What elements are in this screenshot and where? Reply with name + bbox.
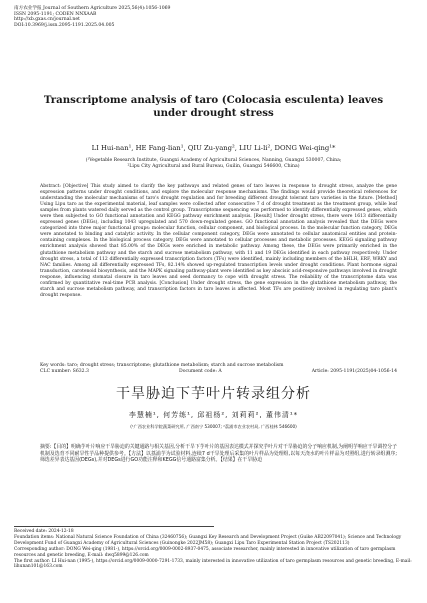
article-title-en: Transcriptome analysis of taro (Colocasia esculenta) leaves under drought stress [43, 94, 384, 119]
corresponding-author: Corresponding author: DONG Wei-qing (1981-), https://orcid.org/0009-0002-8937-0475, associate researcher, mainly interested in innovative utilization of taro germplasm resources and genetic breeding, E-mail: dwq5899@126.com [14, 546, 396, 558]
journal-name-cn: 南方农业学报 [14, 6, 42, 11]
clc-number: CLC number: S632.3 [40, 369, 89, 374]
journal-header [14, 6, 414, 28]
article-title-cn: 干旱胁迫下芋叶片转录组分析 [116, 386, 311, 402]
footnote-divider [14, 526, 214, 527]
abstract-cn: 摘要:【目的】明确芋叶片响应干旱胁迫的关键通路与相关基因,分析干旱下芋叶片的基因表达模式并探究芋叶片对干旱胁迫的分子响应机制,为阐明芋响应干旱调控分子机制及选育不同耐旱性芋品种提供参考。【方法】以荔浦芋为试验材料,连续7 d干旱处理后采集的叶片样品为处理组,以每天浇水的叶片样品为对照组,进行转录组测序;筛选差异表达基因(DEGs),并对DEGs进行GO功能注释和KEGG信号通路富集分析。【结果】在干旱胁迫 [40, 444, 397, 464]
affiliation-cn: (¹广西农业科学院蔬菜研究所, 广西南宁 530007; ²荔浦市农业农村局, 广西桂林 546600) [130, 424, 297, 429]
keywords-en: Key words: taro; drought stress; transcriptome; glutathione metabolism; starch and sucrose metabolism [40, 363, 284, 368]
footnotes [14, 529, 413, 570]
issn-line: ISSN 2095-1191; CODEN NNXAAB [14, 11, 97, 17]
authors-en: LI Hui-nan¹, HE Fang-lian¹, QIU Zu-yang², LIU Li-li², DONG Wei-qing¹* [91, 144, 336, 152]
affiliations-en [30, 158, 397, 170]
document-code: Document code: A [179, 369, 222, 374]
doi-line: DOI:10.3969/j.issn.2095-1191.2025.04.005 [14, 22, 115, 28]
journal-citation [14, 6, 170, 12]
journal-url[interactable]: http://xb.gxas.cn/journal.net [14, 17, 80, 23]
journal-issue: 2025,56(4):1056-1069 [118, 6, 171, 11]
affiliation-2: ²Lipu City Agricultural and Rural Bureau, Guilin, Guangxi 546600, China) [127, 164, 300, 170]
first-author: The first author: LI Hui-nan (1995-), https://orcid.org/0009-0000-7291-1733, mainly interested in innovative utilization of taro germplasm resources and genetic breeding, E-mail: lihunan101@163.com [14, 558, 412, 570]
abstract-en: Abstract: [Objective] This study aimed to clarify the key pathways and related genes of taro leaves in response to drought stress, analyze the gene expression patterns under drought conditions, and explore the molecular response mechanisms. The findings would provide theoretical references for understanding the molecular mechanisms of taro's drought regulation and for breeding different drought tolerant taro varieties in the future. [Method] Using Lipu taro as the experimental material, leaf samples were collected after consecutive 7 d of drought treatment as the treatment group, while leaf samples from plants watered daily served as the control group. Transcriptome sequencing was performed to identify differentially expressed genes, which were then subjected to GO functional annotation and KEGG pathway enrichment analysis. [Result] Under drought stress, there were 1613 differentially expressed genes (DEGs), including 1043 upregulated and 570 down-regulated genes. GO functional annotation analysis revealed that the DEGs were categorized into three major functional groups: molecular function, cellular component, and biological process. In the molecular function category, DEGs were annotated to binding and catalytic activity. In the cellular component category, DEGs were annotated to cellular anatomical entities and protein-containing complexes. In the biological process category, DEGs were annotated to cellular processes and metabolic processes. KEGG signaling pathway enrichment analysis showed that 85.00% of the DEGs were enriched in metabolic pathway. Among these, the DEGs were primarily enriched in the glutathione metabolism pathway and the starch and sucrose metabolism pathway, with 11 and 19 DEGs identified in each pathway respectively. Under drought stress, a total of 112 differentially expressed transcription factors (TFs) were identified, mainly including members of the bHLH, ERF, WRKY and NAC families. Among all differentially expressed TFs, 82.14% showed up-regulated transcription levels under drought conditions. Plant hormone signal transduction, carotenoid biosynthesis, and the MAPK signaling pathway-plant were identified as key abscisic acid-responsive pathways involved in drought response, influencing stomatal closure in taro leaves and seed dormancy to cope with drought stress. The reliability of the transcriptome data was confirmed by quantitative real-time PCR analysis. [Conclusion] Under drought stress, the gene expression in the glutathione metabolism pathway, the starch and sucrose metabolism pathway, and transcription factors in taro leaves is affected. Most TFs are positively involved in regulating taro plant's drought response. [40, 184, 397, 298]
classification-line [40, 369, 397, 375]
received-date: Received date: 2024-12-18 [14, 529, 74, 534]
article-id: Article: 2095-1191(2025)04-1056-14 [311, 369, 397, 374]
foundation-items: Foundation items: National Natural Science Foundation of China (32460756); Guangxi Key Research and Development Project (Guike AB22097041); Science and Technology Development Fund of Guangxi Academy of Agricultural Sciences (Guinongke 2022JM58); Guangxi Lipu Taro Experimental Station Project (TS202113) [14, 534, 402, 546]
affiliation-1: (¹Vegetable Research Institute, Guangxi Academy of Agricultural Sciences, Nanning, Guangxi 530007, China; [85, 158, 342, 163]
authors-cn: 李慧楠¹, 何芳练¹, 邱祖杨², 刘莉莉², 董伟清¹* [128, 411, 299, 419]
journal-name-en: Journal of Southern Agriculture [43, 6, 118, 11]
